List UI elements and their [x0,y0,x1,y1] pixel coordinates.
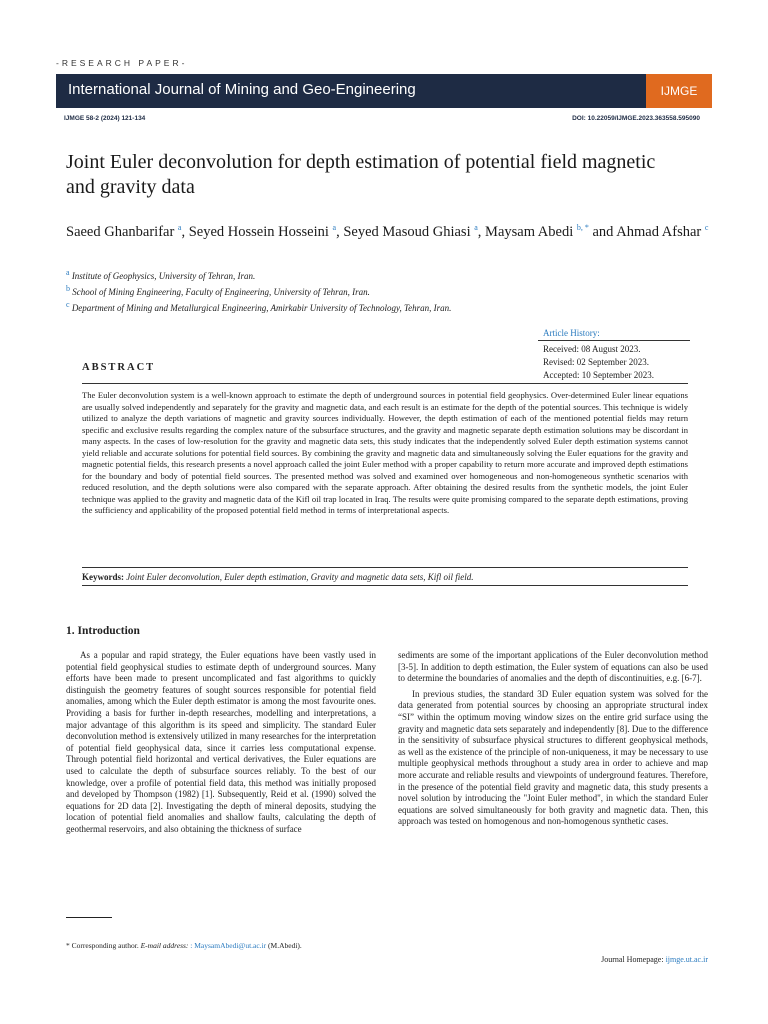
keywords-label: Keywords: [82,572,124,582]
homepage-link[interactable]: ijmge.ut.ac.ir [665,955,708,964]
abstract-divider [82,383,688,384]
doi: DOI: 10.22059/IJMGE.2023.363558.595090 [572,115,700,122]
abstract-heading: ABSTRACT [82,362,156,373]
affiliation-mark: a [66,268,70,277]
journal-homepage [601,955,708,964]
abstract-bottom-divider [82,585,688,586]
author-list [66,222,716,242]
journal-badge: IJMGE [646,74,712,108]
body-paragraph: As a popular and rapid strategy, the Euler equations have been vastly used in potential field geophysical studies to estimate depth of underground sources. Many efforts have been made to present uncomplicated and fast algorithms to quickly distinguish the geometry features of sought sources responsible for potential field anomalies, among which the Euler depth estimator is among the most favourite ones. Providing a basis for further in-depth researches, modelling and interpretations, a major advantage of this algorithm is its speed and simplicity. The standard Euler deconvolution method is extensively utilized in many researches for the interpretation of potential field geophysical data, since it carries less computational expense. Through potential field horizontal and vertical derivatives, the Euler equations are used to calculate the depth of subsurface sources reliably. To the best of our knowledge, over a profile of potential field data, this method was initially proposed and developed by Thompson (1982) [1]. Subsequently, Reid et al. (1990) solved the equations for 2D data [2]. Investigating the depth of mineral deposits, studying the location of potential field anomalies and shallow faults, calculating the depth of geothermal reservoirs, and also obtaining the thickness of surface [66,650,376,834]
keywords [82,572,688,582]
revised-date: Revised: 02 September 2023. [543,357,649,367]
author-name: Seyed Masoud Ghiasi [343,224,471,240]
received-date: Received: 08 August 2023. [543,344,641,354]
author-affil-mark: a [177,223,182,233]
keywords-divider [82,567,688,568]
affiliation-text: Institute of Geophysics, University of Tehran, Iran. [71,271,256,281]
author-separator: , [336,224,344,240]
affiliation-mark: b [66,284,70,293]
footnote-prefix: * Corresponding author. [66,941,139,950]
accepted-date: Accepted: 10 September 2023. [543,370,654,380]
email-label: E-mail address: [140,941,189,950]
author-affil-mark: c [704,223,709,233]
keywords-text: Joint Euler deconvolution, Euler depth estimation, Gravity and magnetic data sets, Kifl oil field. [126,572,474,582]
affiliation-text: School of Mining Engineering, Faculty of Engineering, University of Tehran, Iran. [72,287,370,297]
body-column-left [66,650,376,836]
body-paragraph: sediments are some of the important applications of the Euler deconvolution method [3-5]. In addition to depth estimation, the Euler system of equations can also be used to determine the boundaries of anomalies and the depth of discontinuities, e.g. [6-7]. [398,650,708,684]
email-link[interactable]: : MaysamAbedi@ut.ac.ir [190,941,267,950]
affiliation [66,268,256,281]
corresponding-author-footnote [66,941,302,950]
author-separator: and [588,224,617,240]
journal-title: International Journal of Mining and Geo-Engineering [68,81,416,98]
affiliation-text: Department of Mining and Metallurgical Engineering, Amirkabir University of Technology, Tehran, Iran. [71,303,452,313]
author-name: Maysam Abedi [485,224,574,240]
author-separator: , [181,224,189,240]
section-heading: 1. Introduction [66,625,140,637]
article-history-label: Article History: [543,328,600,338]
homepage-label: Journal Homepage: [601,955,664,964]
paper-title: Joint Euler deconvolution for depth estimation of potential field magnetic and gravity data [66,151,656,198]
issue-citation: IJMGE 58-2 (2024) 121-134 [64,115,146,122]
author-name: Seyed Hossein Hosseini [188,224,329,240]
author-name: Saeed Ghanbarifar [66,224,175,240]
body-column-right [398,650,708,828]
author-affil-mark: b, * [576,223,589,233]
affiliation [66,284,370,297]
author-affil-mark: a [474,223,478,233]
body-paragraph: In previous studies, the standard 3D Euler equation system was solved for the data generated from potential sources by choosing an appropriate structural index “SI” within the optimum moving window sizes on the entire grid surface using the gravity and magnetic data sets separately and independently [8]. Due to the difference in the sensitivity of subsurface physical structures to different geophysical methods, as well as the existence of the principle of non-uniqueness, it may be necessary to use multiple geophysical methods throughout a study area in order to achieve and map more accurate and reliable results and viewpoints of underground features. Therefore, in the presence of the potential field gravity and magnetic data, this study presents a novel solution by introducing the "Joint Euler method", in which the standard Euler equations are solved simultaneously for both gravity and magnetic data. Then, this approach was tested on homogenous and non-homogenous synthetic cases. [398,688,708,827]
affiliation [66,300,452,313]
paper-type-kicker: -RESEARCH PAPER- [56,58,188,68]
author-affil-mark: a [332,223,337,233]
author-name: Ahmad Afshar [616,224,702,240]
abstract-text: The Euler deconvolution system is a well-known approach to estimate the depth of underground sources in potential field geophysics. Over-determined Euler linear equations are usually solved independently and separately for the gravity and magnetic data, and each result is an estimate for the depth of the potential sources. This technique is widely utilized to analyze the depth variations of magnetic and gravity sources individually. However, the depth estimation of each of the mentioned potential fields may return specific and exclusive results regarding the complex nature of the subsurface structures, and the gravity and magnetic separate depth estimation solutions may be discordant in many aspects. In the cases of low-resolution for the gravity and magnetic data sets, this study indicates that the independently solved Euler depth estimation systems cannot yield reliable and accurate solutions for potential field sources. By combining the gravity and magnetic data and simultaneously solving the Euler equations for the gravity and magnetic potential fields, this research presents a novel approach called the joint Euler method with a proper capability to return more accurate and improved depth estimations for the boundary and body of potential field sources. The presented method was solved and examined over homogeneous and non-homogeneous synthetic scenarios with reduced resolution, and the depth solutions were also compared with the separate approach. After obtaining the desired results from the synthetic models, the joint Euler technique was applied to the gravity and magnetic data of the Kifl oil trap located in Iraq. The results were quite promising compared to the separate depth estimations, proving the sufficiency and applicability of the proposed potential field method in terms of interpretational aspects. [82,390,688,515]
affiliation-mark: c [66,300,70,309]
footnote-divider [66,917,112,918]
journal-banner [56,74,712,108]
history-divider [538,340,690,341]
author-separator: , [477,224,486,240]
footnote-suffix: (M.Abedi). [268,941,302,950]
